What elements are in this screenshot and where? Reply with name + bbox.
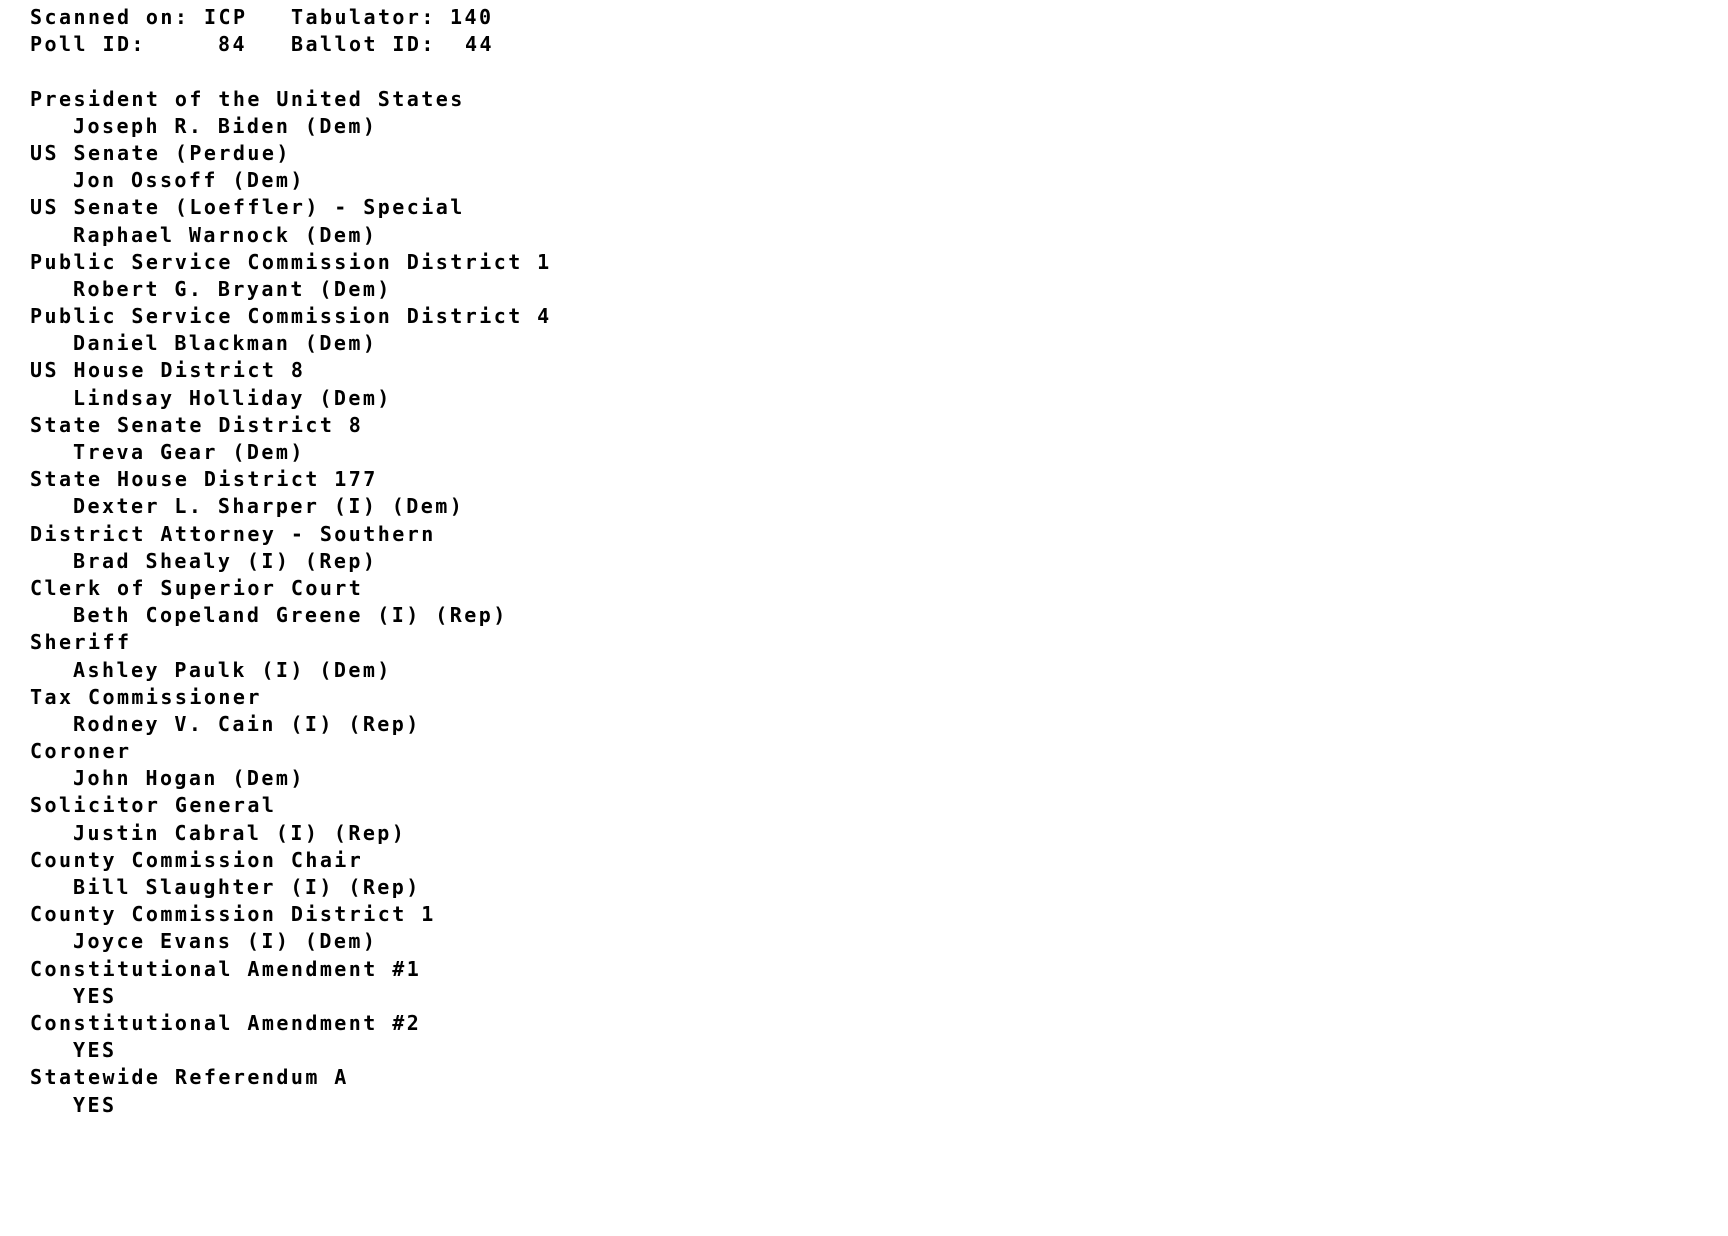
contest-office: President of the United States xyxy=(30,86,465,111)
contest-office: Clerk of Superior Court xyxy=(30,575,364,600)
ballot-id-label: Ballot ID: xyxy=(291,32,436,57)
contest-office: Constitutional Amendment #1 xyxy=(30,956,422,981)
contest-selection: Jon Ossoff (Dem) xyxy=(73,168,305,193)
contest-selection: Dexter L. Sharper (I) (Dem) xyxy=(73,494,465,519)
contest-office: US House District 8 xyxy=(30,358,306,383)
contest-office: Public Service Commission District 1 xyxy=(30,249,552,274)
contest-selection: Justin Cabral (I) (Rep) xyxy=(73,820,407,845)
contest-selection: Lindsay Holliday (Dem) xyxy=(73,385,392,410)
poll-id-value: 84 xyxy=(218,32,247,57)
header-spacer xyxy=(0,58,1728,85)
contest-selection: Rodney V. Cain (I) (Rep) xyxy=(73,711,421,736)
contest-selection: Brad Shealy (I) (Rep) xyxy=(73,548,378,573)
contest-office: US Senate (Perdue) xyxy=(30,140,291,165)
contest-office: Public Service Commission District 4 xyxy=(30,304,552,329)
contest-selection: Treva Gear (Dem) xyxy=(73,440,305,464)
contest-selection: John Hogan (Dem) xyxy=(73,766,305,791)
contest-office: District Attorney - Southern xyxy=(30,521,436,546)
contest-office: County Commission District 1 xyxy=(30,902,436,927)
contest-office: Sheriff xyxy=(30,630,132,655)
tabulator-value: 140 xyxy=(450,5,494,29)
ballot-id-value: 44 xyxy=(465,32,494,57)
header-row-ids xyxy=(0,31,1728,58)
contest-selection: Joseph R. Biden (Dem) xyxy=(73,113,378,138)
contest-selection: YES xyxy=(73,1092,117,1117)
contest-list xyxy=(0,86,1728,1119)
contest-selection: YES xyxy=(73,983,117,1008)
contest-selection: Joyce Evans (I) (Dem) xyxy=(73,929,378,954)
contest-office: Coroner xyxy=(30,739,132,764)
contest-selection: Bill Slaughter (I) (Rep) xyxy=(73,875,421,899)
contest-selection: YES xyxy=(73,1038,117,1063)
contest-selection: Ashley Paulk (I) (Dem) xyxy=(73,657,392,682)
contest-selection: Robert G. Bryant (Dem) xyxy=(73,276,392,301)
contest-office: Tax Commissioner xyxy=(30,684,262,709)
contest-selection: Raphael Warnock (Dem) xyxy=(73,222,378,247)
contest-office: Statewide Referendum A xyxy=(30,1065,349,1090)
contest-selection: Daniel Blackman (Dem) xyxy=(73,331,378,356)
contest-office: State Senate District 8 xyxy=(30,412,364,437)
poll-id-label: Poll ID: xyxy=(30,32,146,57)
contest-office: State House District 177 xyxy=(30,467,378,492)
contest-office: County Commission Chair xyxy=(30,847,364,872)
header-row-scan xyxy=(0,4,1728,31)
contest-office: Solicitor General xyxy=(30,793,277,818)
tabulator-label: Tabulator: xyxy=(291,5,436,29)
contest-office: US Senate (Loeffler) - Special xyxy=(30,195,465,220)
scanned-on-value: ICP xyxy=(204,5,248,29)
contest-office: Constitutional Amendment #2 xyxy=(30,1010,422,1035)
scanned-on-label: Scanned on: xyxy=(30,5,190,29)
contest-selection: Beth Copeland Greene (I) (Rep) xyxy=(73,603,508,628)
